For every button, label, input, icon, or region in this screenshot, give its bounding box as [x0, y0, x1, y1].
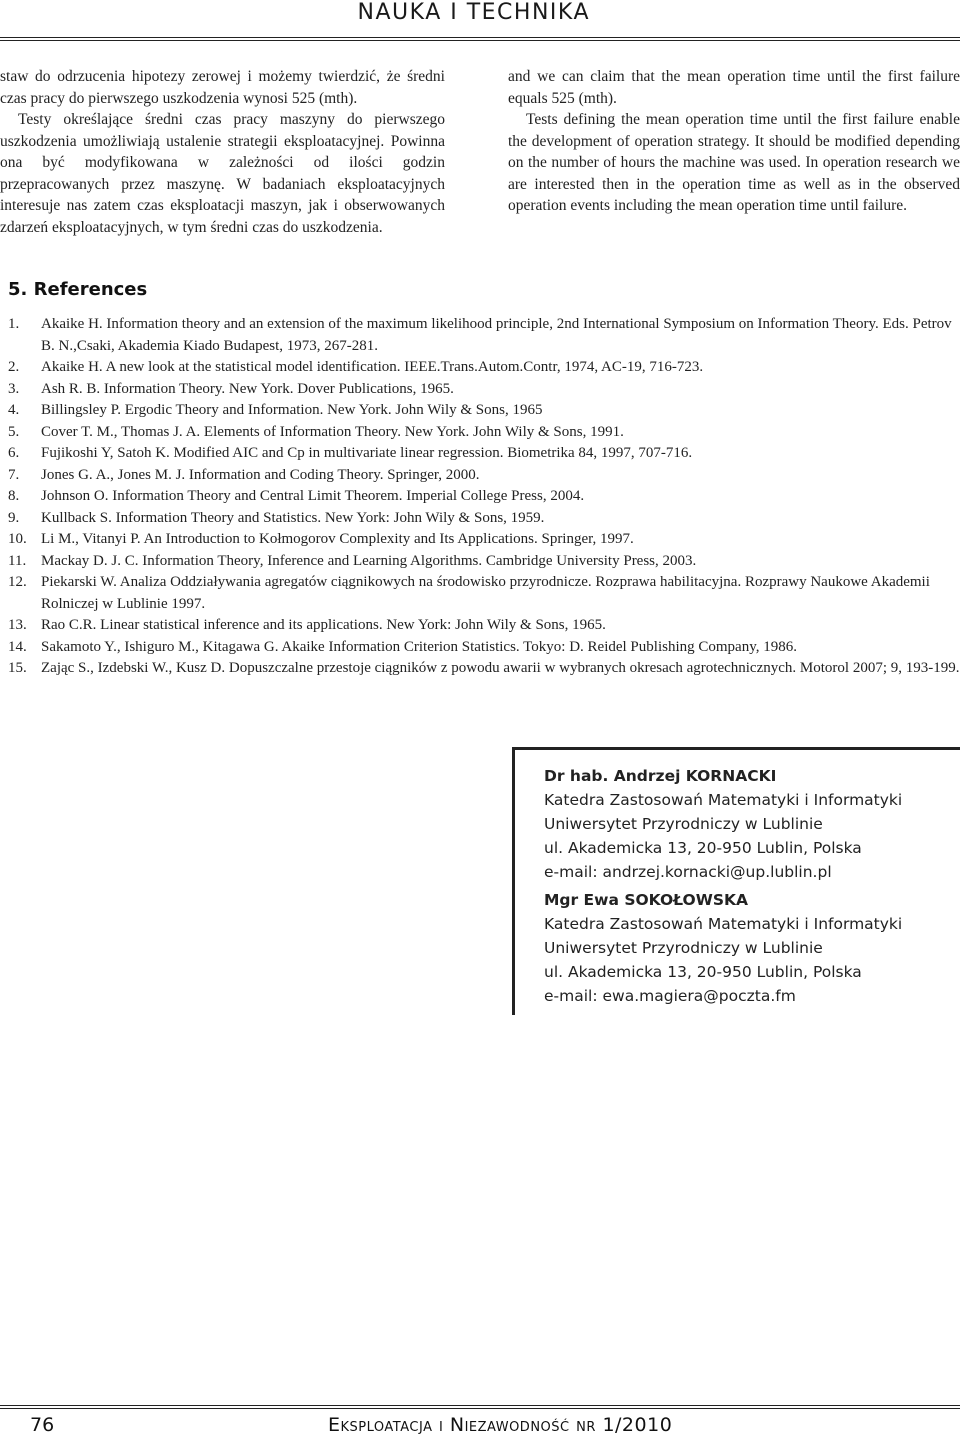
reference-item [0, 637, 960, 659]
reference-number: 9. [8, 509, 20, 526]
running-header: NAUKA I TECHNIKA [357, 0, 590, 25]
reference-item [0, 529, 960, 551]
english-text-column [508, 66, 960, 217]
reference-number: 2. [8, 359, 20, 375]
reference-text: Ash R. B. Information Theory. New York. Dover Publications, 1965. [41, 380, 454, 397]
author-department: Katedra Zastosowań Matematyki i Informatyki [544, 915, 903, 933]
reference-number: 7. [8, 466, 20, 483]
paragraph: and we can claim that the mean operation time until the first failure equals 525 (mth). [508, 68, 960, 107]
reference-number: 5. [8, 423, 20, 440]
author-address: ul. Akademicka 13, 20-950 Lublin, Polska [544, 963, 862, 981]
author-email: e-mail: ewa.magiera@poczta.fm [544, 987, 796, 1005]
author-address: ul. Akademicka 13, 20-950 Lublin, Polska [544, 839, 862, 857]
reference-text: Piekarski W. Analiza Oddziaływania agregatów ciągnikowych na środowisko przyrodnicze. Rozprawa habilitacyjna. Rozprawy Naukowe Akademii Rolniczej w Lublinie 1997. [41, 574, 930, 612]
reference-text: Kullback S. Information Theory and Statistics. New York: John Wily & Sons, 1959. [41, 509, 545, 526]
reference-text: Jones G. A., Jones M. J. Information and Coding Theory. Springer, 2000. [41, 466, 480, 483]
reference-item [0, 465, 960, 487]
reference-item [0, 422, 960, 444]
paragraph: staw do odrzucenia hipotezy zerowej i możemy twierdzić, że średni czas pracy do pierwszego uszkodzenia wynosi 525 (mth). [0, 68, 445, 107]
reference-text: Li M., Vitanyi P. An Introduction to Kołmogorov Complexity and Its Applications. Springer, 1997. [41, 531, 634, 547]
reference-item [0, 486, 960, 508]
author-name: Mgr Ewa SOKOŁOWSKA [544, 891, 748, 909]
reference-text: Zając S., Izdebski W., Kusz D. Dopuszczalne przestoje ciągników z powodu awarii w wybranych okresach agrotechnicznych. Motorol 2007; 9, 193-199. [41, 660, 960, 676]
reference-number: 1. [8, 316, 20, 332]
reference-item [0, 314, 960, 357]
reference-list [0, 314, 960, 680]
header-rule [0, 37, 960, 41]
reference-item [0, 443, 960, 465]
author-email: e-mail: andrzej.kornacki@up.lublin.pl [544, 863, 832, 881]
author-block [544, 888, 902, 1008]
author-name: Dr hab. Andrzej KORNACKI [544, 767, 777, 785]
reference-number: 3. [8, 380, 20, 397]
author-block [544, 764, 902, 884]
journal-name: Eksploatacja i Niezawodność nr 1/2010 [328, 1414, 673, 1436]
reference-item [0, 379, 960, 401]
reference-item [0, 615, 960, 637]
reference-number: 15. [8, 660, 27, 676]
author-university: Uniwersytet Przyrodniczy w Lublinie [544, 815, 823, 833]
reference-number: 13. [8, 617, 27, 633]
reference-item [0, 551, 960, 573]
reference-text: Billingsley P. Ergodic Theory and Information. New York. John Wily & Sons, 1965 [41, 402, 543, 418]
reference-text: Rao C.R. Linear statistical inference and its applications. New York: John Wily & Sons, 1965. [41, 617, 606, 633]
reference-item [0, 357, 960, 379]
author-university: Uniwersytet Przyrodniczy w Lublinie [544, 939, 823, 957]
reference-number: 10. [8, 531, 27, 547]
reference-text: Cover T. M., Thomas J. A. Elements of Information Theory. New York. John Wily & Sons, 1991. [41, 423, 624, 440]
reference-number: 14. [8, 638, 27, 655]
reference-text: Johnson O. Information Theory and Central Limit Theorem. Imperial College Press, 2004. [41, 488, 585, 504]
reference-number: 6. [8, 445, 20, 461]
polish-text-column [0, 66, 445, 238]
reference-text: Akaike H. Information theory and an extension of the maximum likelihood principle, 2nd International Symposium on Information Theory. Eds. Petrov B. N.,Csaki, Akademia Kiado Budapest, 1973, 267-281. [41, 316, 952, 354]
reference-number: 4. [8, 402, 20, 418]
reference-item [0, 400, 960, 422]
page-number: 76 [30, 1414, 55, 1436]
author-info-box [512, 747, 960, 1015]
paragraph: Testy określające średni czas pracy maszyny do pierwszego uszkodzenia umożliwiają ustalenie strategii eksploatacyjnej. Powinna ona być modyfikowana w zależności od ilości godzin przepracowanych przez maszynę. W badaniach eksploatacyjnych interesuje nas zatem czas eksploatacji maszyn, jak i obserwowanych zdarzeń eksploatacyjnych, w tym średni czas do uszkodzenia. [0, 111, 445, 236]
reference-text: Sakamoto Y., Ishiguro M., Kitagawa G. Akaike Information Criterion Statistics. Tokyo: D. Reidel Publishing Company, 1986. [41, 638, 797, 655]
reference-item [0, 658, 960, 680]
reference-item [0, 508, 960, 530]
footer-rule [0, 1405, 960, 1409]
paragraph: Tests defining the mean operation time until the first failure enable the development of operation strategy. It should be modified depending on the number of hours the machine was used. In operation research we are interested then in the operation time as well as in the observed operation events including the mean operation time until failure. [508, 111, 960, 214]
reference-item [0, 572, 960, 615]
reference-text: Fujikoshi Y, Satoh K. Modified AIC and Cp in multivariate linear regression. Biometrika 84, 1997, 707-716. [41, 445, 693, 461]
reference-text: Akaike H. A new look at the statistical model identification. IEEE.Trans.Autom.Contr, 1974, AC-19, 716-723. [41, 359, 704, 375]
reference-number: 8. [8, 488, 20, 504]
reference-number: 12. [8, 574, 27, 590]
references-heading: 5. References [8, 279, 148, 300]
reference-number: 11. [8, 552, 27, 569]
author-department: Katedra Zastosowań Matematyki i Informatyki [544, 791, 903, 809]
reference-text: Mackay D. J. C. Information Theory, Inference and Learning Algorithms. Cambridge University Press, 2003. [41, 552, 697, 569]
